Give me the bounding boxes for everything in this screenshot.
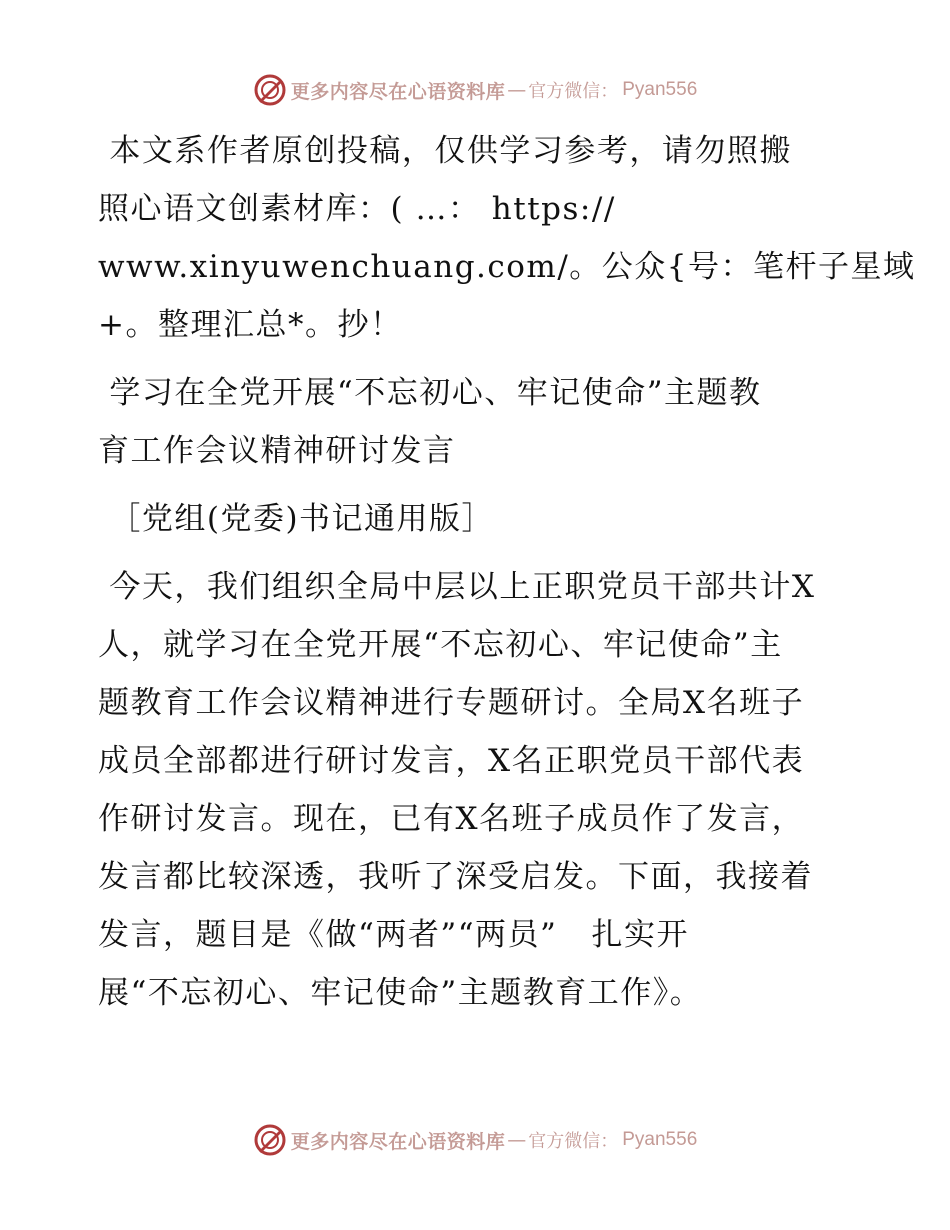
document-content	[98, 122, 916, 1022]
banner-wechat-label: 官方微信：	[528, 81, 619, 102]
banner-wechat-id: Pyan556	[622, 79, 698, 100]
header-banner	[0, 70, 950, 110]
body-line: 发言都比较深透，我听了深受启发。下面，我接着	[98, 859, 813, 895]
body-line: 今天，我们组织全局中层以上正职党员干部共计X	[98, 569, 816, 605]
body-line: 发言，题目是《做“两者”“两员” 扎实开	[98, 917, 689, 953]
body-line: 作研讨发言。现在，已有X名班子成员作了发言，	[98, 801, 805, 837]
notice-line: 本文系作者原创投稿，仅供学习参考，请勿照搬	[98, 133, 792, 169]
document-title	[98, 364, 858, 480]
banner-dash: —	[507, 1129, 527, 1151]
banner-wechat-id: Pyan556	[622, 1129, 698, 1150]
pen-logo-icon	[253, 73, 287, 107]
notice-paragraph	[98, 122, 916, 354]
title-line: 学习在全党开展“不忘初心、牢记使命”主题教	[98, 375, 762, 411]
notice-line: www.xinyuwenchuang.com/。公众{号：笔杆子星域	[98, 249, 916, 285]
banner-wechat-label: 官方微信：	[528, 1131, 619, 1152]
body-paragraph	[98, 558, 858, 1022]
banner-dash: —	[507, 79, 527, 101]
notice-line: 照心语文创素材库：( …： https://	[98, 191, 616, 227]
footer-banner	[0, 1120, 950, 1160]
notice-line: +。整理汇总*。抄！	[98, 307, 403, 343]
body-line: 人，就学习在全党开展“不忘初心、牢记使命”主	[98, 627, 783, 663]
title-line: 育工作会议精神研讨发言	[98, 433, 456, 469]
pen-logo-icon	[253, 1123, 287, 1157]
banner-text: 更多内容尽在心语资料库	[290, 80, 506, 103]
document-subtitle: ［党组(党委)书记通用版］	[98, 501, 495, 537]
body-line: 题教育工作会议精神进行专题研讨。全局X名班子	[98, 685, 805, 721]
banner-text: 更多内容尽在心语资料库	[290, 1130, 506, 1153]
body-line: 展“不忘初心、牢记使命”主题教育工作》。	[98, 975, 703, 1011]
body-line: 成员全部都进行研讨发言，X名正职党员干部代表	[98, 743, 805, 779]
